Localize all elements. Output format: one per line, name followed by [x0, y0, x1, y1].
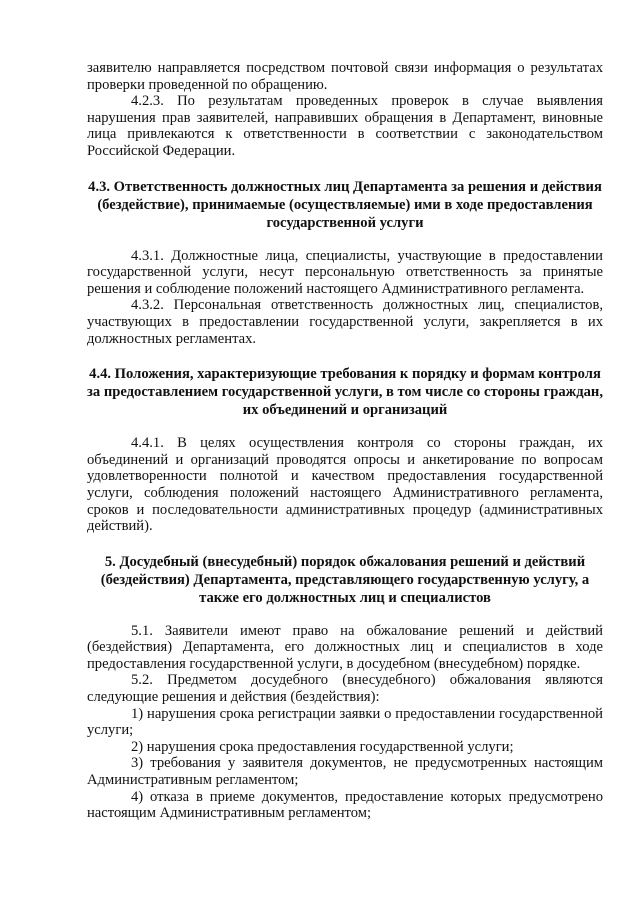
paragraph-4-3-2: 4.3.2. Персональная ответственность должностных лиц, специалистов, участвующих в предоставлении государственной услуги, закрепляется в их должностных регламентах.	[87, 297, 603, 347]
paragraph-4-2-3: 4.2.3. По результатам проведенных проверок в случае выявления нарушения прав заявителей, направивших обращения в Департамент, виновные лица привлекаются к ответственности в соответствии с законодательством Российской Федерации.	[87, 93, 603, 159]
list-item-4: 4) отказа в приеме документов, предоставление которых предусмотрено настоящим Административным регламентом;	[87, 788, 603, 822]
heading-5: 5. Досудебный (внесудебный) порядок обжалования решений и действий (бездействия) Департамента, представляющего государственную услугу, а также его должностных лиц и специалистов	[100, 553, 590, 606]
list-item-3: 3) требования у заявителя документов, не предусмотренных настоящим Административным регламентом;	[87, 755, 603, 789]
paragraph-4-3-1: 4.3.1. Должностные лица, специалисты, участвующие в предоставлении государственной услуги, несут персональную ответственность за принятые решения и соблюдение положений настоящего Административного регламента.	[87, 247, 603, 297]
heading-4-4: 4.4. Положения, характеризующие требования к порядку и формам контроля за предоставлением государственной услуги, в том числе со стороны граждан, их объединений и организаций	[87, 366, 603, 419]
paragraph-4-4-1: 4.4.1. В целях осуществления контроля со стороны граждан, их объединений и организаций проводятся опросы и анкетирование по вопросам удовлетворенности полнотой и качеством предоставления государственной услуги, соблюдения положений настоящего Административного регламента, сроков и последовательности административных процедур (административных действий).	[87, 435, 603, 535]
list-item-1: 1) нарушения срока регистрации заявки о предоставлении государственной услуги;	[87, 705, 603, 739]
paragraph-continuation: заявителю направляется посредством почтовой связи информация о результатах проверки проведенной по обращению.	[87, 60, 603, 93]
paragraph-5-1: 5.1. Заявители имеют право на обжалование решений и действий (бездействия) Департамента, его должностных лиц и специалистов в ходе предоставления государственной услуги, в досудебном (внесудебном) порядке.	[87, 622, 603, 672]
heading-4-3: 4.3. Ответственность должностных лиц Департамента за решения и действия (бездействие), принимаемые (осуществляемые) ими в ходе предоставления государственной услуги	[88, 178, 602, 231]
paragraph-5-2: 5.2. Предметом досудебного (внесудебного) обжалования являются следующие решения и действия (бездействия):	[87, 672, 603, 706]
list-item-2: 2) нарушения срока предоставления государственной услуги;	[131, 738, 514, 755]
